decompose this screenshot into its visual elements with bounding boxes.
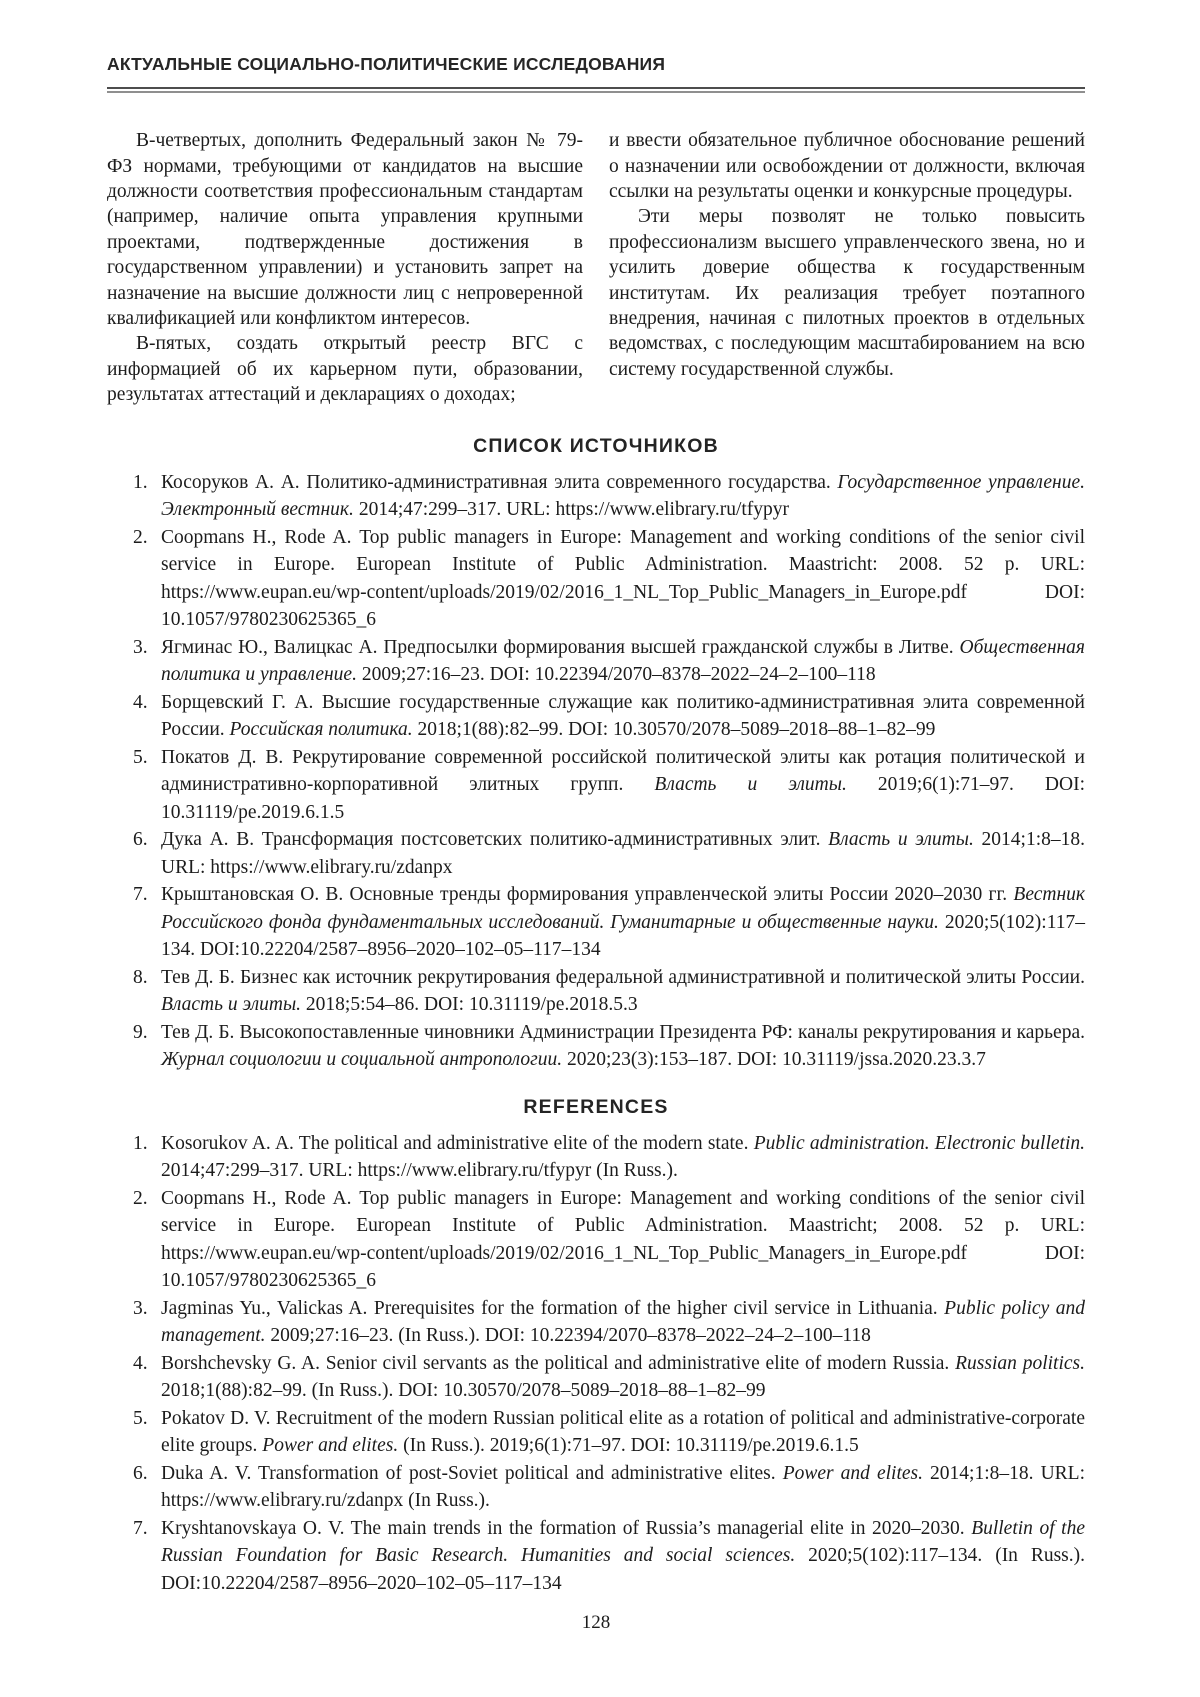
- reference-item: [107, 1185, 1085, 1295]
- reference-text: 2014;1:8–18. URL: https://www.elibrary.ru/zdanpx: [161, 829, 1085, 878]
- references-list: [107, 1130, 1085, 1598]
- reference-item: [107, 964, 1085, 1019]
- reference-item: [107, 1130, 1085, 1185]
- reference-number: 9.: [133, 1021, 148, 1043]
- reference-item: [107, 469, 1085, 524]
- journal-title-italic: Государственное управление. Электронный вестник.: [161, 471, 1086, 521]
- journal-title-italic: Вестник Российского фонда фундаментальных исследований. Гуманитарные и общественные науки.: [161, 884, 1085, 933]
- reference-text: 2014;47:299–317. URL: https://www.elibrary.ru/tfypyr (In Russ.).: [161, 1160, 678, 1182]
- reference-number: 5.: [133, 1407, 148, 1429]
- reference-item: [107, 1019, 1085, 1074]
- reference-item: [107, 634, 1085, 689]
- reference-item: [107, 524, 1085, 634]
- reference-text: 2014;1:8–18. URL: https://www.elibrary.ru/zdanpx (In Russ.).: [161, 1462, 1085, 1512]
- journal-title-italic: Russian politics.: [955, 1352, 1085, 1374]
- reference-text: Крыштановская О. В. Основные тренды формирования управленческой элиты России 2020–2030 гг.: [161, 884, 1014, 906]
- reference-number: 3.: [133, 1297, 148, 1319]
- reference-text: Тев Д. Б. Высокопоставленные чиновники Администрации Президента РФ: каналы рекрутирования и карьера.: [161, 1021, 1085, 1043]
- reference-text: Coopmans H., Rode A. Top public managers in Europe: Management and working conditions of the senior civil service in Europe. European Institute of Public Administration. Maastricht; 2008. 52 p. URL: https://www.eupan.eu/wp-content/uploads/2019/02/2016_1_NL_Top_Public_Managers_in_Europe.pdf DOI: 10.1057/9780230625365_6: [161, 1187, 1085, 1292]
- reference-number: 4.: [133, 1352, 148, 1374]
- reference-text: 2020;23(3):153–187. DOI: 10.31119/jssa.2020.23.3.7: [562, 1049, 986, 1071]
- journal-title-italic: Российская политика.: [229, 719, 413, 741]
- reference-item: [107, 1295, 1085, 1350]
- reference-text: Kryshtanovskaya O. V. The main trends in the formation of Russia’s managerial elite in 2020–2030.: [161, 1517, 972, 1539]
- reference-item: [107, 1405, 1085, 1460]
- running-head: АКТУАЛЬНЫЕ СОЦИАЛЬНО-ПОЛИТИЧЕСКИЕ ИССЛЕДОВАНИЯ: [107, 54, 666, 74]
- journal-title-italic: Bulletin of the Russian Foundation for Basic Research. Humanities and social sciences.: [161, 1517, 1085, 1567]
- reference-text: Coopmans H., Rode A. Top public managers in Europe: Management and working conditions of the senior civil service in Europe. European Institute of Public Administration. Maastricht: 2008. 52 p. URL: https://www.eupan.eu/wp-content/uploads/2019/02/2016_1_NL_Top_Public_Managers_in_Europe.pdf DOI: 10.1057/9780230625365_6: [161, 526, 1085, 631]
- sources-list: [107, 469, 1085, 1074]
- reference-text: Покатов Д. В. Рекрутирование современной российской политической элиты как ротация политической и административно-корпоративной элитных групп.: [161, 746, 1085, 796]
- reference-text: 2019;6(1):71–97. DOI: 10.31119/pe.2019.6.1.5: [161, 774, 1085, 823]
- paragraph: В-пятых, создать открытый реестр ВГС с информацией об их карьерном пути, образовании, результатах аттестаций и декларациях о доходах;: [107, 333, 583, 406]
- reference-number: 1.: [133, 471, 148, 493]
- reference-text: 2018;1(88):82–99. DOI: 10.30570/2078–5089–2018–88–1–82–99: [412, 719, 936, 741]
- reference-number: 8.: [133, 966, 148, 988]
- reference-item: [107, 881, 1085, 964]
- journal-title-italic: Power and elites.: [262, 1435, 399, 1457]
- reference-number: 2.: [133, 1187, 148, 1209]
- page-number: 128: [581, 1612, 611, 1634]
- reference-number: 5.: [133, 746, 148, 768]
- reference-item: [107, 826, 1085, 881]
- reference-text: Kosorukov A. A. The political and administrative elite of the modern state.: [161, 1132, 754, 1154]
- reference-number: 1.: [133, 1132, 148, 1154]
- journal-title-italic: Общественная политика и управление.: [161, 636, 1085, 686]
- reference-text: Duka A. V. Transformation of post-Soviet political and administrative elites.: [161, 1462, 783, 1484]
- sources-heading: СПИСОК ИСТОЧНИКОВ: [473, 434, 719, 457]
- reference-text: 2020;5(102):117–134. (In Russ.). DOI:10.22204/2587–8956–2020–102–05–117–134: [161, 1545, 1085, 1594]
- reference-text: Тев Д. Б. Бизнес как источник рекрутирования федеральной административной и политической элиты России.: [161, 966, 1085, 988]
- reference-text: 2018;5:54–86. DOI: 10.31119/pe.2018.5.3: [301, 994, 638, 1016]
- journal-title-italic: Журнал социологии и социальной антропологии.: [161, 1049, 563, 1071]
- reference-number: 2.: [133, 526, 148, 548]
- header-rule: [107, 87, 1085, 93]
- reference-text: 2018;1(88):82–99. (In Russ.). DOI: 10.30570/2078–5089–2018–88–1–82–99: [161, 1380, 766, 1402]
- reference-text: 2009;27:16–23. (In Russ.). DOI: 10.22394/2070–8378–2022–24–2–100–118: [265, 1325, 871, 1347]
- reference-text: 2020;5(102):117–134. DOI:10.22204/2587–8956–2020–102–05–117–134: [161, 911, 1085, 961]
- body-text-two-columns: [107, 128, 1085, 407]
- references-heading: REFERENCES: [523, 1095, 669, 1118]
- reference-text: Borshchevsky G. A. Senior civil servants as the political and administrative elite of modern Russia.: [161, 1352, 956, 1374]
- reference-number: 6.: [133, 829, 148, 851]
- reference-item: [107, 1460, 1085, 1515]
- intro-right-column: [609, 128, 1085, 407]
- reference-text: 2009;27:16–23. DOI: 10.22394/2070–8378–2022–24–2–100–118: [356, 664, 876, 686]
- reference-number: 6.: [133, 1462, 148, 1484]
- reference-item: [107, 689, 1085, 744]
- reference-text: Косоруков А. А. Политико-административная элита современного государства.: [161, 471, 838, 493]
- journal-title-italic: Public administration. Electronic bulletin.: [753, 1132, 1085, 1154]
- intro-left-column: [107, 128, 583, 407]
- reference-number: 7.: [133, 1517, 148, 1539]
- reference-text: Ягминас Ю., Валицкас А. Предпосылки формирования высшей гражданской службы в Литве.: [161, 636, 960, 658]
- reference-item: [107, 744, 1085, 827]
- reference-text: Pokatov D. V. Recruitment of the modern Russian political elite as a rotation of political and administrative-corporate elite groups.: [161, 1407, 1085, 1457]
- journal-title-italic: Власть и элиты.: [654, 774, 847, 796]
- journal-title-italic: Public policy and management.: [161, 1297, 1085, 1347]
- reference-number: 4.: [133, 691, 148, 713]
- paragraph: В-четвертых, дополнить Федеральный закон № 79-ФЗ нормами, требующими от кандидатов на высшие должности соответствия профессиональным стандартам (например, наличие опыта управления крупными проектами, подтвержденные достижения в государственном управлении) и установить запрет на назначение на высшие должности лиц с непроверенной квалификацией или конфликтом интересов.: [107, 130, 583, 329]
- reference-item: [107, 1350, 1085, 1405]
- journal-title-italic: Власть и элиты.: [828, 829, 974, 851]
- reference-text: Борщевский Г. А. Высшие государственные служащие как политико-административная элита современной России.: [161, 691, 1085, 741]
- reference-text: (In Russ.). 2019;6(1):71–97. DOI: 10.31119/pe.2019.6.1.5: [398, 1435, 859, 1457]
- journal-title-italic: Power and elites.: [782, 1462, 923, 1484]
- reference-text: 2014;47:299–317. URL: https://www.elibrary.ru/tfypyr: [353, 499, 790, 521]
- reference-number: 3.: [133, 636, 148, 658]
- journal-title-italic: Власть и элиты.: [161, 994, 302, 1016]
- reference-number: 7.: [133, 884, 148, 906]
- reference-text: Jagminas Yu., Valickas A. Prerequisites for the formation of the higher civil service in Lithuania.: [161, 1297, 945, 1319]
- reference-text: Дука А. В. Трансформация постсоветских политико-административных элит.: [161, 829, 829, 851]
- paragraph: Эти меры позволят не только повысить профессионализм высшего управленческого звена, но и усилить доверие общества к государственным институтам. Их реализация требует поэтапного внедрения, начиная с пилотных проектов в отдельных ведомствах, с последующим масштабированием на всю систему государственной службы.: [609, 206, 1085, 380]
- paragraph: и ввести обязательное публичное обоснование решений о назначении или освобождении от должности, включая ссылки на результаты оценки и конкурсные процедуры.: [609, 130, 1085, 202]
- reference-item: [107, 1515, 1085, 1598]
